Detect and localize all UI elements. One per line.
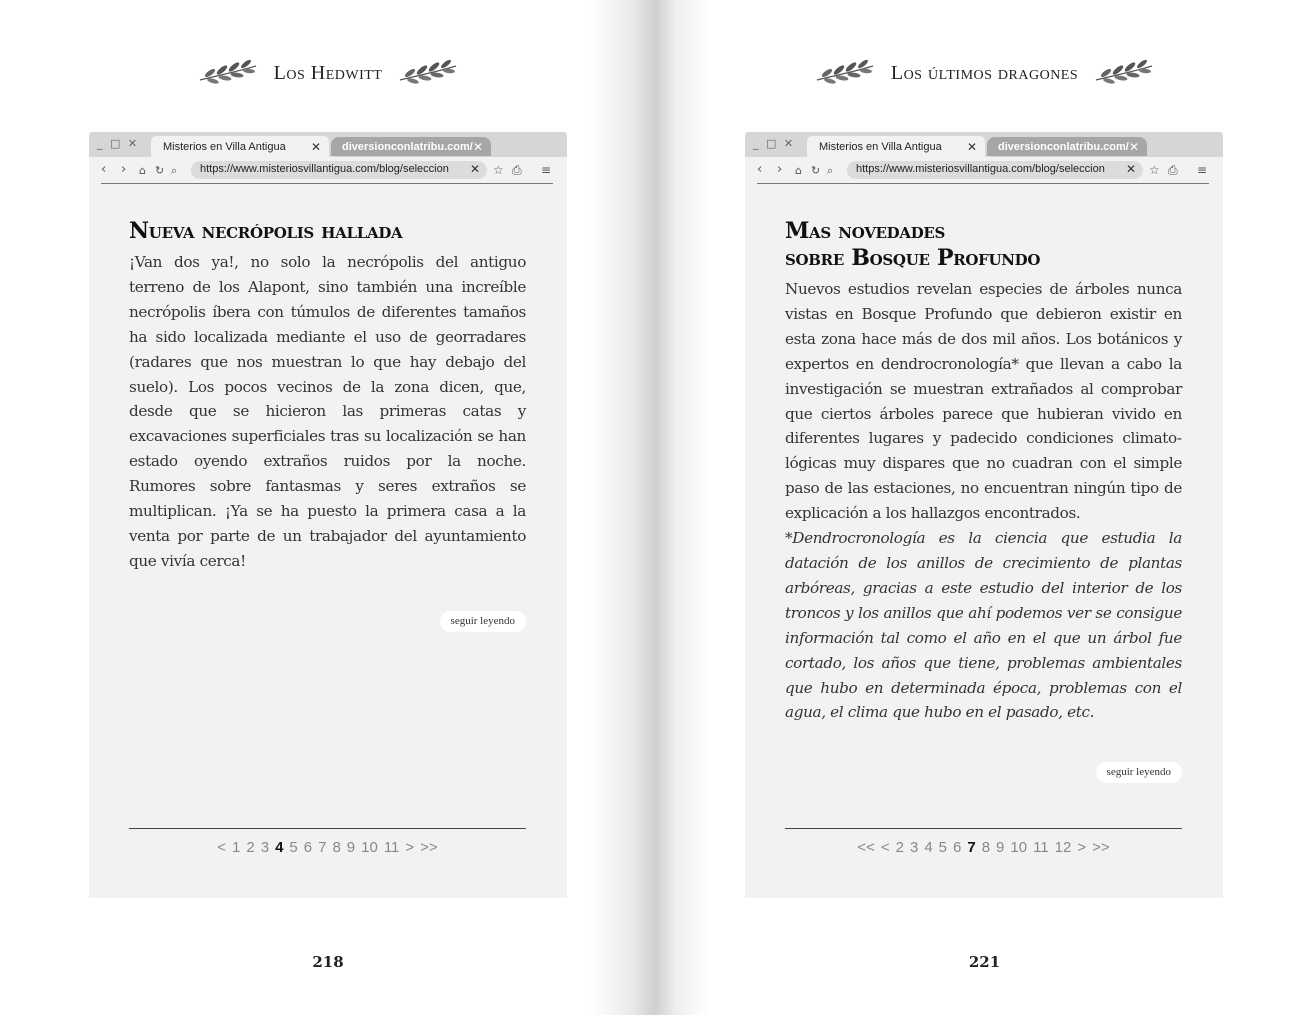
right-page (656, 0, 1313, 1015)
menu-icon[interactable]: ≡ (541, 163, 552, 177)
pagination-item[interactable]: > (1077, 839, 1087, 856)
print-icon[interactable]: ⎙ (1168, 163, 1178, 177)
address-bar[interactable] (847, 161, 1143, 179)
pagination-item[interactable]: 7 (318, 839, 327, 856)
page-number: 221 (968, 953, 1001, 971)
running-head-title: Los últimos dragones (890, 61, 1079, 84)
left-page (0, 0, 656, 1015)
menu-icon[interactable]: ≡ (1197, 163, 1208, 177)
home-icon[interactable]: ⌂ (795, 164, 802, 177)
tab-bar (89, 132, 567, 157)
article (785, 218, 1182, 725)
window-controls[interactable]: _ □ ✕ (753, 137, 796, 150)
article-footnote: *Dendrocronología es la ciencia que estudia la datación de los anillos de crecimiento de plantas arbóreas, gracias a este estudio del interior de los troncos y los anillos que ahí podemos ver se consigue información tal como el año en el que un árbol fue cortado, los años que tiene, problemas ambientales que hubo en determinada época, problemas con el agua, el clima que hubo en el pasado, etc. (785, 529, 1182, 722)
read-more-button[interactable]: seguir leyendo (1096, 762, 1182, 783)
tab-bar (745, 132, 1223, 157)
pagination-item[interactable]: 6 (953, 839, 962, 856)
tab-inactive[interactable] (987, 137, 1147, 156)
pagination-item[interactable]: 3 (260, 839, 270, 856)
pagination-item[interactable]: 9 (346, 839, 356, 856)
pagination-item[interactable]: 12 (1054, 839, 1072, 856)
pagination-item[interactable]: << (857, 839, 875, 856)
running-head (0, 58, 656, 88)
navigation-bar (757, 159, 1209, 184)
address-bar[interactable] (191, 161, 487, 179)
close-tab-icon[interactable]: ✕ (966, 140, 977, 154)
page-number: 218 (312, 953, 344, 971)
pagination-item[interactable]: 11 (383, 839, 400, 856)
pagination-item[interactable]: 4 (924, 839, 933, 856)
pagination-item[interactable]: 2 (246, 839, 255, 856)
window-controls[interactable]: _ □ ✕ (97, 137, 140, 150)
pagination-item[interactable]: 2 (895, 839, 904, 856)
laurel-icon (396, 58, 460, 88)
pagination-item[interactable]: 11 (1033, 839, 1049, 856)
tab-label: Misterios en Villa Antigua (163, 141, 286, 153)
article-body: ¡Van dos ya!, no solo la necrópolis del antiguo terreno de los Alapont, sino también una increíble necrópolis íbera con túmulos de diferentes tamaños ha sido localizada mediante el uso de georradares (radares que nos muestran lo que hay debajo del suelo). Los pocos vecinos de la zona dicen, que, desde que se hicieron las primeras catas y excavaciones superficiales tras su localización se han estado oyendo extraños ruidos por la noche. Rumores sobre fantasmas y seres extraños se multiplican. ¡Ya se ha puesto la primera casa a la venta por parte de un trabajador del ayuntamiento que vivía cerca! (129, 253, 526, 570)
home-icon[interactable]: ⌂ (139, 164, 146, 177)
pagination-item[interactable]: < (217, 839, 227, 856)
pagination (129, 839, 526, 856)
reload-icon[interactable]: ↻ (155, 164, 165, 177)
read-more-button[interactable]: seguir leyendo (440, 611, 526, 632)
navigation-bar (101, 159, 553, 184)
article-body: Nuevos estudios revelan especies de árboles nunca vistas en Bosque Profundo que debieron existir en esta zona hace más de dos mil años. Los botánicos y expertos en dendrocronología* que llevan a cabo la investigación se muestran extrañados al comprobar que ciertos árboles parece que hubieran vivido en diferentes lugares y padecido condiciones climatológicas muy dispares que no cuadran con el simple paso de las estaciones, no encuentran ningún tipo de explicación a los hallazgos encontrados. (785, 280, 1182, 523)
clear-url-icon[interactable]: ✕ (469, 162, 480, 176)
pagination-item[interactable]: 10 (361, 839, 378, 856)
back-icon[interactable]: ‹ (757, 162, 763, 177)
pagination-item[interactable]: 3 (909, 839, 919, 856)
tab-label: diversionconlatribu.com/ (998, 141, 1129, 153)
search-icon[interactable]: ⌕ (171, 164, 178, 177)
article-title: Nueva necrópolis hallada (129, 218, 403, 244)
close-tab-icon[interactable]: ✕ (1128, 140, 1139, 154)
article-title: Mas novedades sobre Bosque Profundo (785, 218, 1041, 271)
browser-window (89, 132, 567, 898)
running-head (656, 58, 1313, 88)
search-icon[interactable]: ⌕ (827, 164, 834, 177)
pagination-item[interactable]: 8 (332, 839, 341, 856)
print-icon[interactable]: ⎙ (512, 163, 522, 177)
pagination-item[interactable]: 8 (981, 839, 991, 856)
pagination-item[interactable]: >> (420, 839, 438, 856)
pagination-item[interactable]: 9 (996, 839, 1005, 856)
bookmark-star-icon[interactable]: ☆ (493, 163, 504, 177)
pagination-divider (785, 828, 1182, 829)
pagination-item[interactable]: 5 (938, 839, 948, 856)
pagination-divider (129, 828, 526, 829)
back-icon[interactable]: ‹ (101, 162, 107, 177)
tab-active[interactable] (151, 136, 329, 157)
clear-url-icon[interactable]: ✕ (1125, 162, 1136, 176)
url-text: https://www.misteriosvillantigua.com/blog/seleccion (856, 163, 1105, 175)
bookmark-star-icon[interactable]: ☆ (1149, 163, 1160, 177)
pagination-item[interactable]: 10 (1010, 839, 1028, 856)
tab-label: Misterios en Villa Antigua (819, 141, 942, 153)
pagination-item[interactable]: 1 (232, 839, 241, 856)
pagination (785, 839, 1182, 856)
url-text: https://www.misteriosvillantigua.com/blog/seleccion (200, 163, 449, 175)
laurel-icon (196, 58, 260, 88)
close-tab-icon[interactable]: ✕ (310, 140, 321, 154)
article (129, 218, 526, 574)
laurel-icon (813, 58, 877, 88)
tab-inactive[interactable] (331, 137, 491, 156)
browser-window (745, 132, 1223, 898)
laurel-icon (1092, 58, 1156, 88)
tab-active[interactable] (807, 136, 985, 157)
forward-icon[interactable]: › (121, 162, 127, 177)
pagination-item[interactable]: >> (1092, 839, 1110, 856)
close-tab-icon[interactable]: ✕ (472, 140, 483, 154)
tab-label: diversionconlatribu.com/ (342, 141, 473, 153)
pagination-item[interactable]: 6 (303, 839, 313, 856)
pagination-current-page[interactable]: 4 (275, 839, 284, 856)
running-head-title: Los Hedwitt (273, 61, 383, 84)
reload-icon[interactable]: ↻ (811, 164, 821, 177)
pagination-current-page[interactable]: 7 (967, 839, 976, 856)
pagination-item[interactable]: > (405, 839, 415, 856)
forward-icon[interactable]: › (777, 162, 783, 177)
pagination-item[interactable]: < (880, 839, 890, 856)
pagination-item[interactable]: 5 (289, 839, 298, 856)
